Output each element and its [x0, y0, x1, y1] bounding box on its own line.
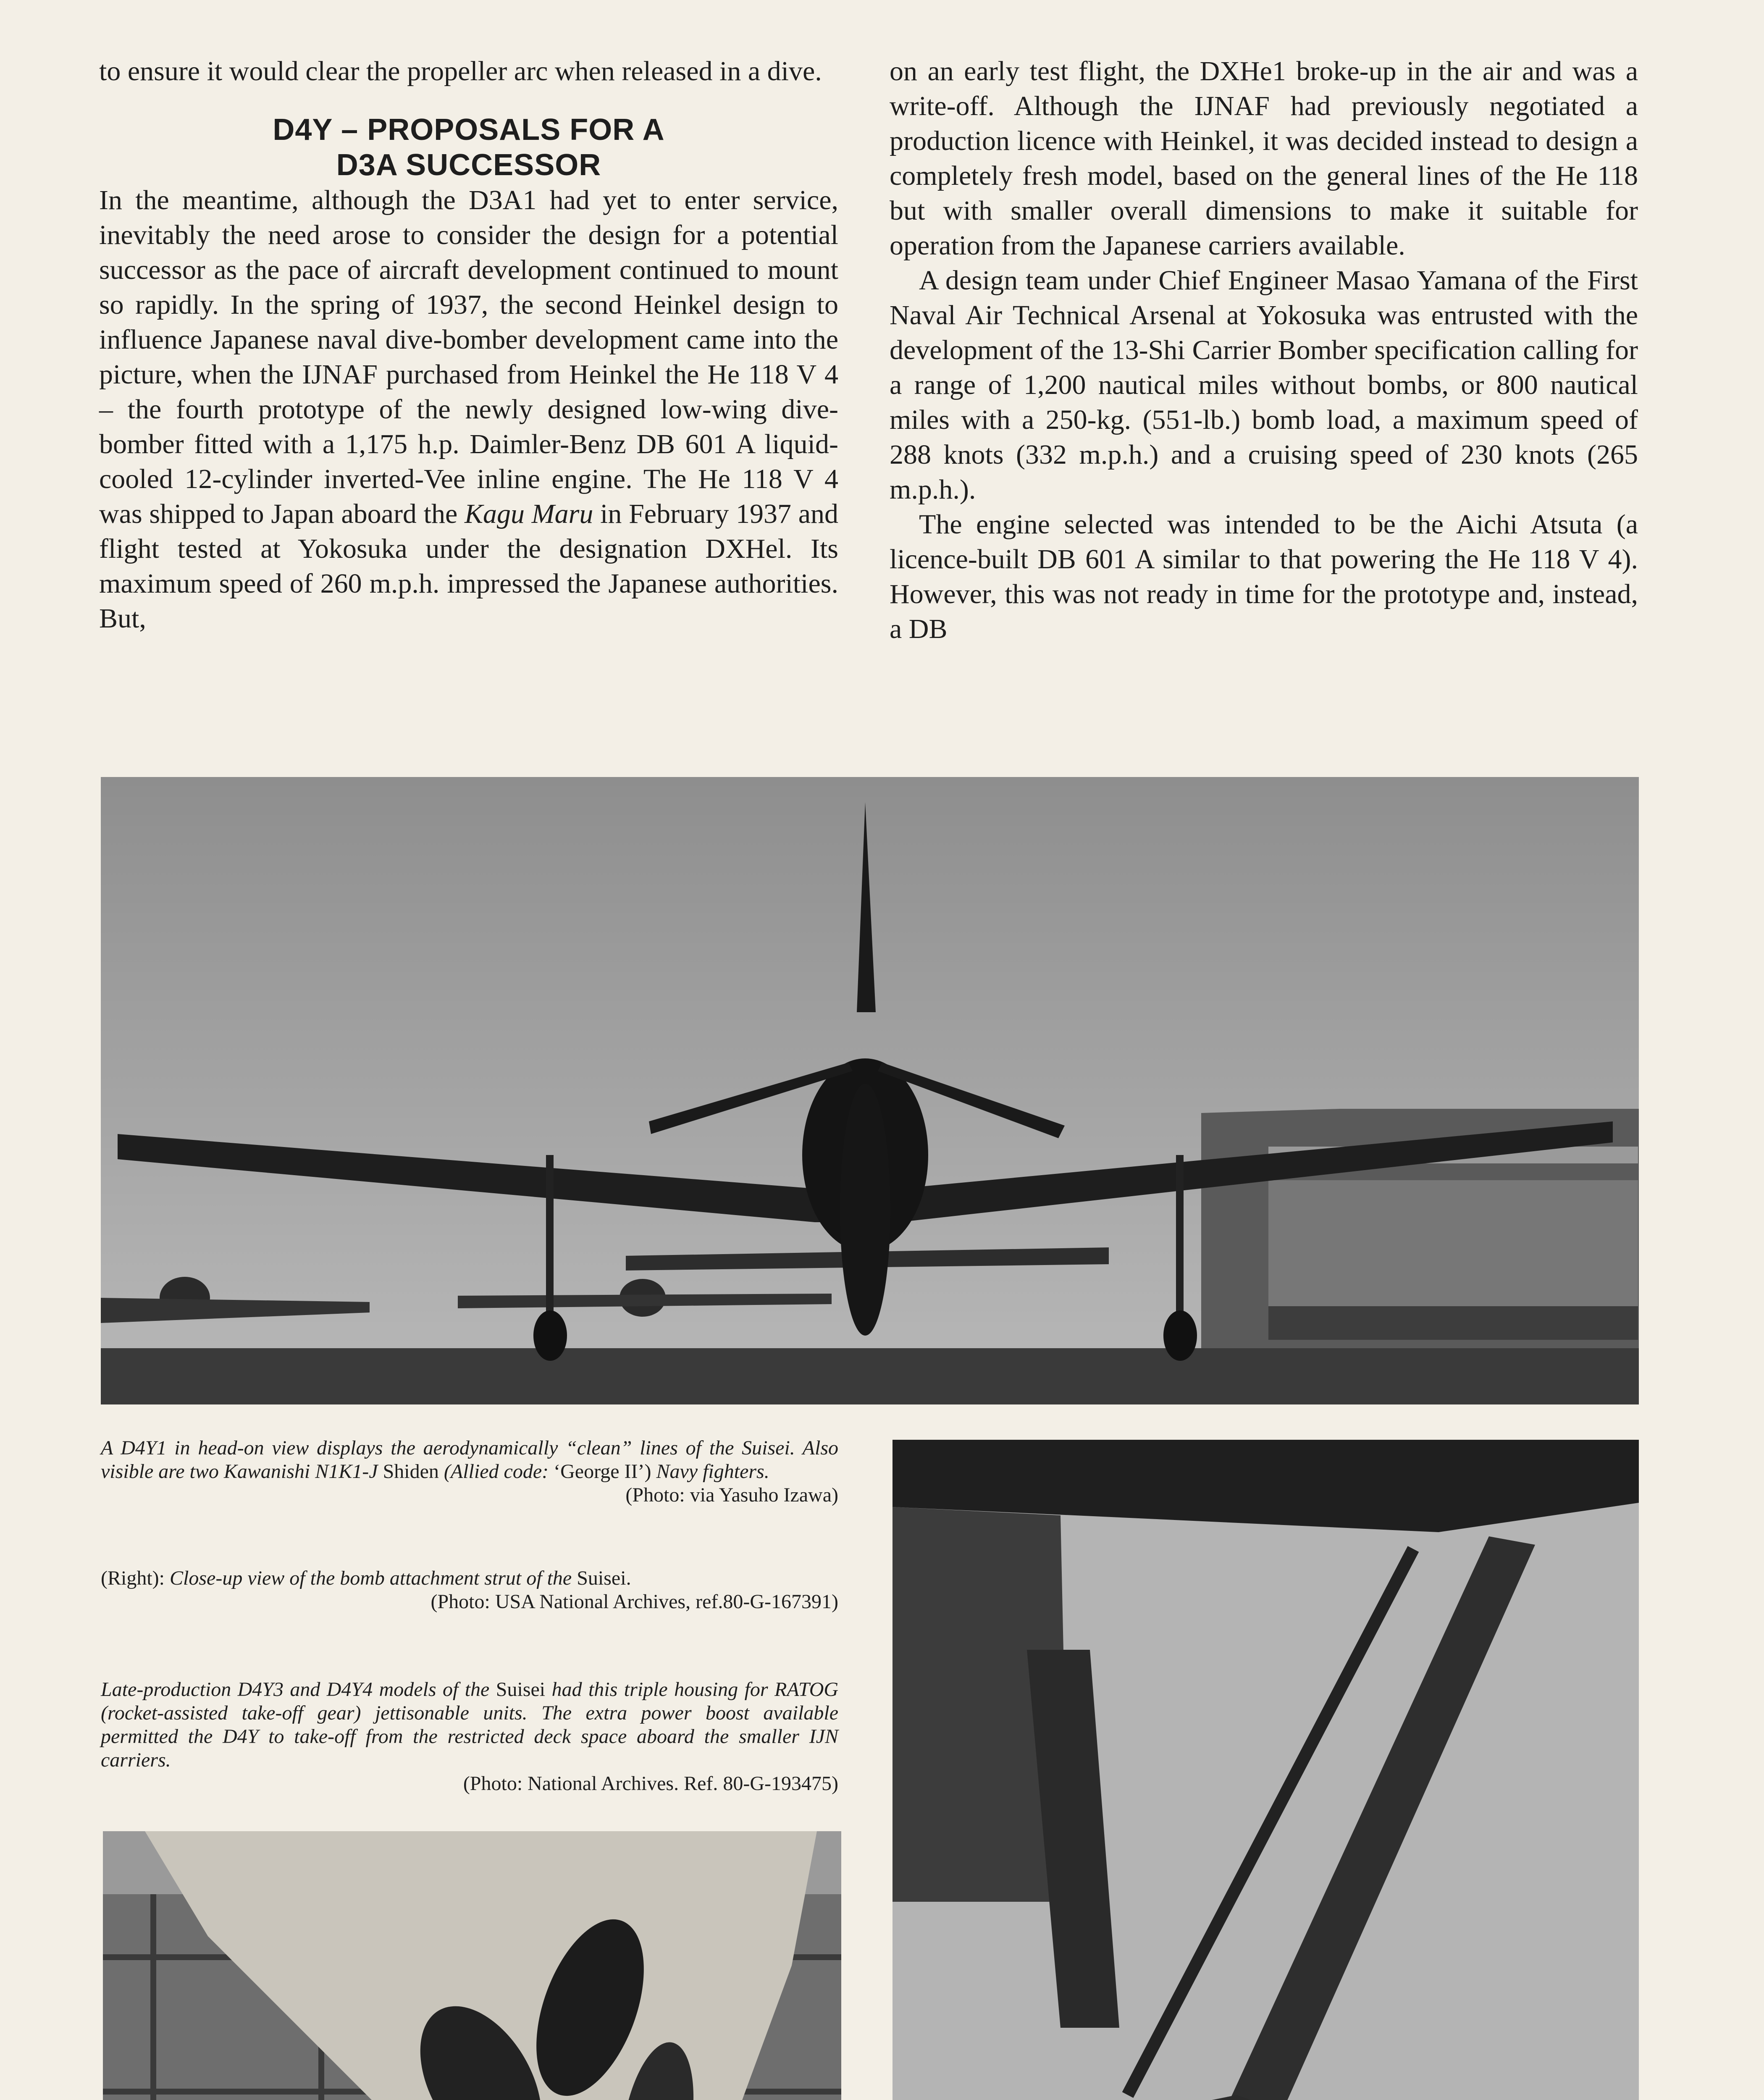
left-paragraph-2 — [99, 183, 838, 636]
photo-d4y1-head-on — [101, 777, 1639, 1404]
photo-bomb-strut — [892, 1440, 1639, 2100]
section-heading-line-2: D3A SUCCESSOR — [336, 148, 601, 182]
caption-head-on-text-b: Shiden — [383, 1460, 439, 1483]
caption-head-on-text-d: ‘George II’) — [554, 1460, 651, 1483]
photo-ratog-housing — [103, 1831, 841, 2100]
caption-ratog-text-b: had this triple housing for RATOG (rocket-assisted take-off gear) jettisonable units. The extra power boost available permitted the D4Y to take-off from the restricted deck space aboard the smaller IJN carriers. — [101, 1678, 839, 1771]
caption-ratog — [101, 1678, 838, 1796]
photo-bomb-strut-image — [892, 1440, 1639, 2100]
caption-bomb-strut-credit: (Photo: USA National Archives, ref.80-G-167391) — [430, 1591, 838, 1613]
caption-head-on-credit: (Photo: via Yasuho Izawa) — [625, 1484, 838, 1506]
photo-d4y1-head-on-image — [101, 777, 1639, 1404]
caption-head-on-text-a: A D4Y1 in head-on view displays the aerodynamically “clean” lines of the Suisei. Also visible are two Kawanishi N1K1-J — [101, 1437, 838, 1483]
caption-bomb-strut — [101, 1567, 838, 1614]
photo-ratog-housing-image — [103, 1831, 841, 2100]
left-paragraph-2-part-a: In the meantime, although the D3A1 had yet to enter service, inevitably the need arose to consider the design for a potential successor as the pace of aircraft development continued to mount so rapidly. In the spring of 1937, the second Heinkel design to influence Japanese naval dive-bomber development came into the picture, when the IJNAF purchased from Heinkel the He 118 V 4 – the fourth prototype of the newly designed low-wing dive-bomber fitted with a 1,175 h.p. Daimler-Benz DB 601 A liquid-cooled 12-cylinder inverted-Vee inline engine. The He 118 V 4 was shipped to Japan aboard the — [99, 185, 838, 529]
left-paragraph-2-part-b: in February 1937 and flight tested at Yokosuka under the designation DXHel. Its maximum speed of 260 m.p.h. impressed the Japanese authorities. But, — [99, 499, 839, 634]
ship-name: Kagu Maru — [464, 499, 593, 529]
right-paragraph-1: on an early test flight, the DXHe1 broke-up in the air and was a write-off. Although the IJNAF had previously negotiated a production licence with Heinkel, it was decided instead to design a completely fresh model, based on the general lines of the He 118 but with smaller overall dimensions to make it suitable for operation from the Japanese carriers available. — [890, 56, 1638, 261]
left-paragraph-1: to ensure it would clear the propeller arc when released in a dive. — [99, 56, 822, 87]
caption-head-on — [101, 1436, 838, 1507]
caption-head-on-text-c: (Allied code: — [444, 1460, 549, 1483]
caption-ratog-name: Suisei — [496, 1678, 546, 1701]
right-paragraph-2: A design team under Chief Engineer Masao Yamana of the First Naval Air Technical Arsenal at Yokosuka was entrusted with the development of the 13-Shi Carrier Bomber specification calling for a range of 1,200 nautical miles without bombs, or 800 nautical miles with a 250-kg. (551-lb.) bomb load, a maximum speed of 288 knots (332 m.p.h.) and a cruising speed of 230 knots (265 m.p.h.). — [890, 265, 1638, 505]
caption-head-on-text-e: Navy fighters. — [656, 1460, 769, 1483]
left-text-column — [99, 54, 838, 636]
section-heading-line-1: D4Y – PROPOSALS FOR A — [273, 113, 665, 147]
caption-bomb-strut-text: Close-up view of the bomb attachment strut of the — [170, 1567, 572, 1589]
section-heading — [99, 112, 838, 183]
right-paragraph-3: The engine selected was intended to be the Aichi Atsuta (a licence-built DB 601 A similar to that powering the He 118 V 4). However, this was not ready in time for the prototype and, instead, a DB — [890, 509, 1638, 644]
right-text-column — [890, 54, 1638, 646]
caption-ratog-text-a: Late-production D4Y3 and D4Y4 models of the — [101, 1678, 490, 1701]
caption-ratog-credit: (Photo: National Archives. Ref. 80-G-193475) — [463, 1772, 838, 1795]
caption-bomb-strut-name: Suisei. — [577, 1567, 631, 1589]
caption-bomb-strut-prefix: (Right): — [101, 1567, 165, 1589]
